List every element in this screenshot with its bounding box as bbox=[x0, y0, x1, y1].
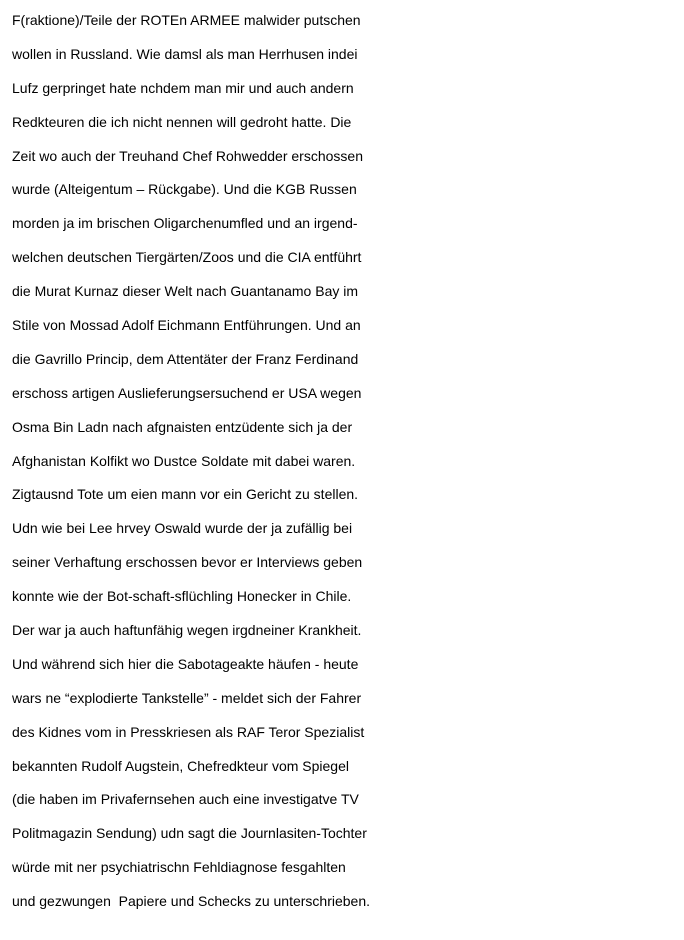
text-line: erschoss artigen Auslieferungsersuchend er USA wegen bbox=[12, 384, 362, 401]
text-line: die Murat Kurnaz dieser Welt nach Guantanamo Bay im bbox=[12, 283, 359, 300]
text-line: die Gavrillo Princip, dem Attentäter der Franz Ferdinand bbox=[12, 350, 359, 367]
text-line: F(raktione)/Teile der ROTEn ARMEE malwider putschen bbox=[12, 12, 361, 28]
text-line: Der war ja auch haftunfähig wegen irgdneiner Krankheit. bbox=[12, 622, 362, 639]
text-line: Osma Bin Ladn nach afgnaisten entzüdente sich ja der bbox=[12, 418, 353, 435]
text-line: Lufz gerpringet hate nchdem man mir und auch andern bbox=[12, 79, 354, 96]
text-line: (die haben im Privafernsehen auch eine investigatve TV bbox=[12, 791, 359, 808]
text-line: Politmagazin Sendung) udn sagt die Journlasiten-Tochter bbox=[12, 825, 367, 842]
text-line: wurde (Alteigentum – Rückgabe). Und die KGB Russen bbox=[12, 181, 357, 198]
text-line: Zigtausnd Tote um eien mann vor ein Gericht zu stellen. bbox=[12, 486, 359, 503]
text-line: seiner Verhaftung erschossen bevor er Interviews geben bbox=[12, 554, 363, 571]
body-text bbox=[12, 4, 684, 919]
text-line: des Kidnes vom in Presskriesen als RAF Teror Spezialist bbox=[12, 723, 365, 740]
text-line: konnte wie der Bot-schaft-sflüchling Honecker in Chile. bbox=[12, 588, 352, 605]
text-line: Udn wie bei Lee hrvey Oswald wurde der ja zufällig bei bbox=[12, 520, 353, 537]
text-line: wollen in Russland. Wie damsl als man Herrhusen indei bbox=[12, 45, 358, 62]
text-line: Redkteuren die ich nicht nennen will gedroht hatte. Die bbox=[12, 113, 352, 130]
text-line: morden ja im brischen Oligarchenumfled und an irgend- bbox=[12, 215, 358, 232]
text-line: bekannten Rudolf Augstein, Chefredkteur vom Spiegel bbox=[12, 757, 349, 774]
text-line: Zeit wo auch der Treuhand Chef Rohwedder erschossen bbox=[12, 147, 363, 164]
text-line: Und während sich hier die Sabotageakte häufen - heute bbox=[12, 655, 359, 672]
text-line: Stile von Mossad Adolf Eichmann Entführungen. Und an bbox=[12, 317, 361, 334]
text-line: wars ne “explodierte Tankstelle” - meldet sich der Fahrer bbox=[12, 689, 362, 706]
text-line: und gezwungen Papiere und Schecks zu unterschrieben. bbox=[12, 893, 371, 910]
text-line: Afghanistan Kolfikt wo Dustce Soldate mit dabei waren. bbox=[12, 452, 356, 469]
text-line: würde mit ner psychiatrischn Fehldiagnose fesgahlten bbox=[12, 859, 346, 876]
text-line: welchen deutschen Tiergärten/Zoos und die CIA entführt bbox=[12, 249, 362, 266]
